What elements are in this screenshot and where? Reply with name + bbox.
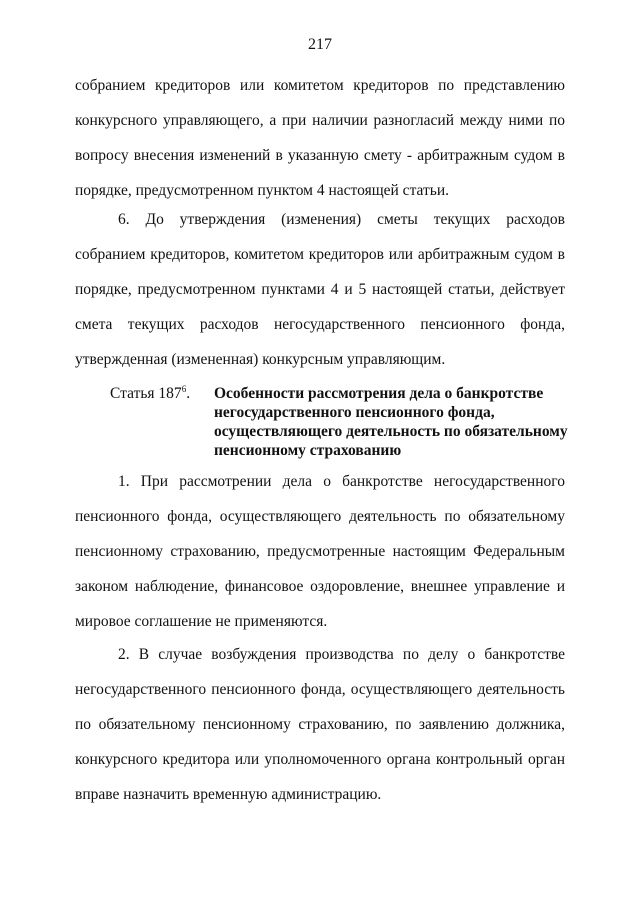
paragraph-1-text: 1. При рассмотрении дела о банкротстве негосударственного пенсионного фонда, осуществляющего деятельность по обязательному пенсионному страхованию, предусмотренные настоящим Федеральным законом наблюдение, финансовое оздоровление, внешнее управление и мировое соглашение не применяются. <box>75 473 565 630</box>
paragraph-2 <box>75 637 565 812</box>
paragraph-6-text: 6. До утверждения (изменения) сметы текущих расходов собранием кредиторов, комитетом кредиторов или арбитражным судом в порядке, предусмотренном пунктами 4 и 5 настоящей статьи, действует смета текущих расходов негосударственного пенсионного фонда, утвержденная (измененная) конкурсным управляющим. <box>75 211 565 368</box>
page-number: 217 <box>308 36 332 53</box>
article-label-suffix: . <box>186 385 191 402</box>
paragraph-1 <box>75 464 565 639</box>
article-heading <box>110 384 570 460</box>
article-label-prefix: Статья 187 <box>110 385 182 402</box>
article-label <box>110 384 214 460</box>
paragraph-6 <box>75 202 565 377</box>
article-title: Особенности рассмотрения дела о банкротстве негосударственного пенсионного фонда, осуществляющего деятельность по обязательному пенсионному страхованию <box>214 385 568 459</box>
paragraph-2-text: 2. В случае возбуждения производства по делу о банкротстве негосударственного пенсионного фонда, осуществляющего деятельность по обязательному пенсионному страхованию, по заявлению должника, конкурсного кредитора или уполномоченного органа контрольный орган вправе назначить временную администрацию. <box>75 646 565 803</box>
article-label-superscript: 6 <box>181 383 187 394</box>
continuation-paragraph <box>75 68 565 208</box>
continuation-text: собранием кредиторов или комитетом кредиторов по представлению конкурсного управляющего, а при наличии разногласий между ними по вопросу внесения изменений в указанную смету - арбитражным судом в порядке, предусмотренном пунктом 4 настоящей статьи. <box>75 77 565 199</box>
